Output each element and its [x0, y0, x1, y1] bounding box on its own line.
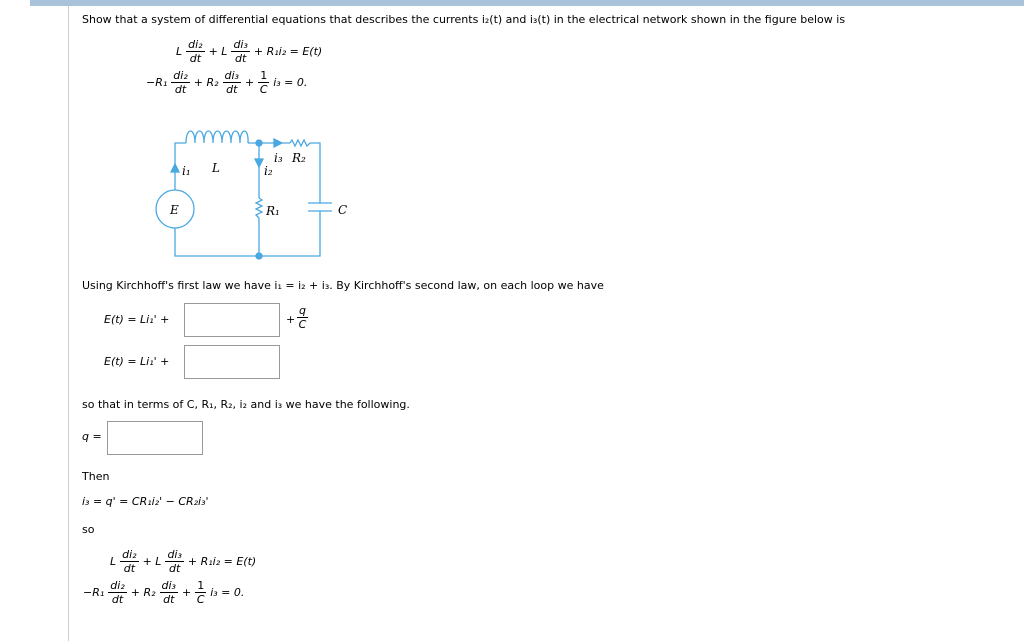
- label-i3: i₃: [274, 151, 283, 165]
- eq-term: −R₁: [83, 586, 105, 599]
- i3-equation: i₃ = q' = CR₁i₂' − CR₂i₃': [82, 495, 209, 508]
- fraction: $\frac{1}{C}$: [259, 69, 268, 96]
- eq-term: −R₁: [146, 76, 168, 89]
- so-text: so: [82, 523, 95, 536]
- eq-term: + R₂: [193, 76, 219, 89]
- eq-term: + L: [208, 45, 228, 58]
- eq-term: + R₁i₂ = E(t): [253, 45, 323, 58]
- label-c: C: [338, 203, 348, 217]
- inductor: [186, 131, 248, 143]
- q-input[interactable]: [107, 421, 203, 455]
- q-label: q =: [82, 430, 102, 443]
- eq-term: +: [244, 76, 255, 89]
- loop1-plus: +: [286, 313, 296, 326]
- fraction: di₂ dt: [122, 548, 137, 575]
- capacitor: [308, 203, 332, 211]
- fraction: di₃ dt: [167, 548, 182, 575]
- label-e: E: [170, 203, 179, 217]
- loop2-input[interactable]: [184, 345, 280, 379]
- fraction: di₃ dt: [233, 38, 248, 65]
- eq-term: + L: [142, 555, 162, 568]
- fraction: di₂ dt: [110, 579, 125, 606]
- label-l: L: [212, 161, 220, 175]
- eq-term: i₃ = 0.: [273, 76, 308, 89]
- eq-term: + R₁i₂ = E(t): [187, 555, 257, 568]
- arrow-i2: [255, 159, 263, 167]
- label-r1: R₁: [266, 204, 280, 218]
- resistor-r1: [256, 198, 262, 218]
- arrow-i1: [171, 164, 179, 172]
- loop2-lhs: E(t) = Li₁' +: [104, 355, 170, 368]
- eq-term: L: [176, 45, 183, 58]
- terms-text: so that in terms of C, R₁, R₂, i₂ and i₃ we have the following.: [82, 398, 410, 411]
- then-text: Then: [82, 470, 110, 483]
- eq-term: i₃ = 0.: [210, 586, 245, 599]
- intro-text: Show that a system of differential equations that describes the currents i₂(t) and i₃(t) in the electrical network shown in the figure below is: [82, 13, 846, 26]
- result-equations: [83, 548, 257, 606]
- loop1-input[interactable]: [184, 303, 280, 337]
- fraction: di₃ dt: [224, 69, 239, 96]
- kirchhoff-text: Using Kirchhoff's first law we have i₁ = i₂ + i₃. By Kirchhoff's second law, on each loop we have: [82, 279, 604, 292]
- label-i2: i₂: [264, 164, 273, 178]
- eq-term: L: [110, 555, 117, 568]
- fraction: $\frac{1}{C}$: [196, 579, 205, 606]
- eq-term: +: [181, 586, 192, 599]
- q-over-c: q C: [298, 304, 307, 331]
- circuit-diagram: [0, 0, 400, 270]
- label-r2: R₂: [292, 151, 306, 165]
- eq-term: + R₂: [130, 586, 156, 599]
- fraction: di₂ dt: [173, 69, 188, 96]
- resistor-r2: [290, 140, 310, 146]
- label-i1: i₁: [182, 164, 191, 178]
- fraction: di₂ dt: [188, 38, 203, 65]
- fraction: di₃ dt: [161, 579, 176, 606]
- loop1-lhs: E(t) = Li₁' +: [104, 313, 170, 326]
- arrow-i3: [274, 139, 282, 147]
